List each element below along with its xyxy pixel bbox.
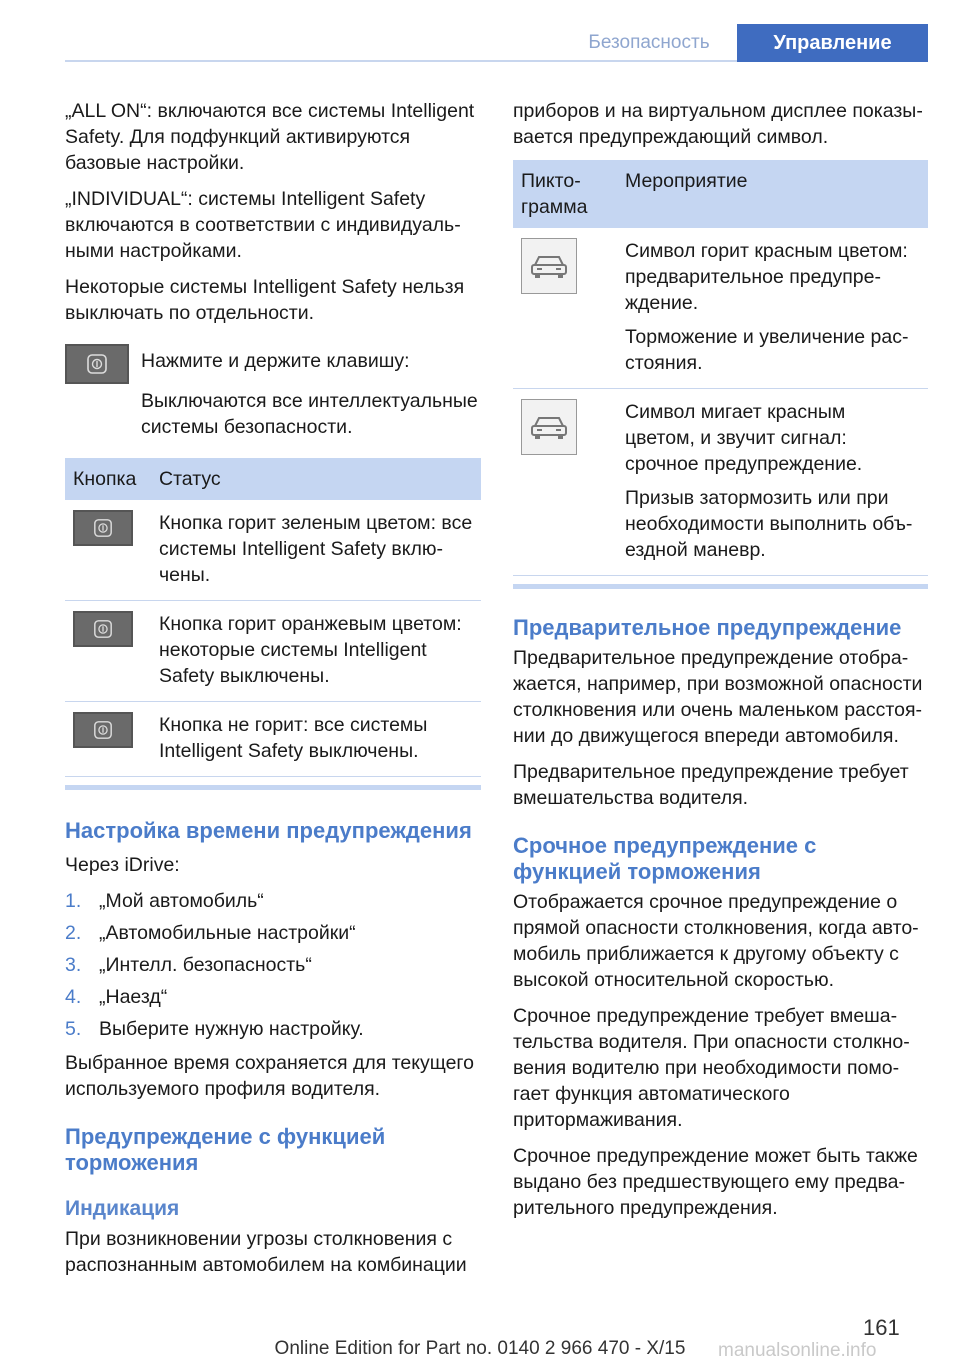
symbol-table <box>513 160 928 576</box>
col-header-action: Мероприятие <box>617 160 928 228</box>
action-brake-distance: Торможение и увеличение расстояния. <box>625 326 909 374</box>
right-column <box>513 98 928 1231</box>
list-item: 4. „Наезд“ <box>65 986 168 1008</box>
heading-pre-warning: Предварительное предупреждение <box>513 615 902 640</box>
table-row <box>65 601 481 702</box>
table-end-rule <box>513 584 928 589</box>
left-column <box>65 98 481 1288</box>
button-off-icon <box>73 712 133 748</box>
safety-button-icon <box>65 344 129 384</box>
table-row <box>65 500 481 601</box>
paragraph-indication: При возникновении угрозы столкновения с распознанным автомобилем на комбинации <box>65 1228 467 1276</box>
paragraph-pre-warning-2: Предварительное предупреждение требует вмешательства водителя. <box>513 761 909 809</box>
paragraph-urgent-3: Срочное предупреждение может быть также выдано без предшествующего ему предварительного предупреждения. <box>513 1145 918 1219</box>
paragraph-individual: „INDIVIDUAL“: системы Intelligent Safety включаются в соответствии с индивидуальными настройками. <box>65 188 461 262</box>
header-tab-section[interactable]: Безопасность <box>588 32 710 53</box>
heading-brake-warning: Предупреждение с функцией торможения <box>65 1124 386 1175</box>
paragraph-urgent-1: Отображается срочное предупреждение о прямой опасности столкновения, когда автомобиль приближается к другому объекту с высокой относительной скоростью. <box>513 891 919 991</box>
list-item: 3. „Интелл. безопасность“ <box>65 954 312 976</box>
via-idrive: Через iDrive: <box>65 854 180 876</box>
col-header-status: Статус <box>151 458 481 500</box>
watermark: manualsonline.info <box>718 1340 877 1361</box>
button-status-table <box>65 458 481 777</box>
heading-warning-time: Настройка времени предупреждения <box>65 818 472 843</box>
heading-urgent-warning: Срочное предупреждение с функцией торможения <box>513 833 817 884</box>
page-number: 161 <box>863 1315 900 1340</box>
paragraph-continuation: приборов и на виртуальном дисплее показывается предупреждающий символ. <box>513 100 923 148</box>
action-urgent-warning: Символ мигает красным цветом, и звучит сигнал: срочное предупреждение. <box>625 401 863 475</box>
list-item: 5. Выберите нужную настройку. <box>65 1018 364 1040</box>
press-hold-text: Нажмите и держите клавишу: <box>141 350 410 372</box>
list-item: 1. „Мой автомобиль“ <box>65 890 264 912</box>
list-item: 2. „Автомобильные настройки“ <box>65 922 356 944</box>
col-header-pictogram: Пиктограмма <box>513 160 617 228</box>
car-warning-icon <box>521 238 577 294</box>
table-row <box>513 228 928 389</box>
button-green-icon <box>73 510 133 546</box>
paragraph-saved: Выбранное время сохраняется для текущего используемого профиля водителя. <box>65 1052 474 1100</box>
idrive-steps <box>65 888 481 1042</box>
press-result-text: Выключаются все интеллектуальные системы безопасности. <box>141 390 478 438</box>
press-hold-row <box>65 344 481 384</box>
car-flashing-icon <box>521 399 577 455</box>
paragraph-urgent-2: Срочное предупреждение требует вмешательства водителя. При опасности столкновения водителю при необходимости помогает функция автоматического притормаживания. <box>513 1005 910 1131</box>
status-green: Кнопка горит зеленым цветом: все системы Intelligent Safety включены. <box>151 500 481 601</box>
col-header-button: Кнопка <box>65 458 151 500</box>
paragraph-not-separately: Некоторые системы Intelligent Safety нельзя выключать по отдельности. <box>65 276 465 324</box>
status-off: Кнопка не горит: все системы Intelligent Safety выключены. <box>151 702 481 777</box>
table-end-rule <box>65 785 481 790</box>
heading-indication: Индикация <box>65 1197 180 1220</box>
paragraph-pre-warning-1: Предварительное предупреждение отображается, например, при возможной опасности столкновения или очень маленьком расстоянии до движущегося впереди автомобиля. <box>513 647 923 747</box>
edition-footer: Online Edition for Part no. 0140 2 966 470 - X/15 <box>274 1338 686 1359</box>
status-orange: Кнопка горит оранжевым цветом: некоторые системы Intelligent Safety выключены. <box>151 601 481 702</box>
header-tab-chapter[interactable]: Управление <box>737 24 928 62</box>
paragraph-all-on: „ALL ON“: включаются все системы Intelligent Safety. Для подфункций активируются базовые настройки. <box>65 100 475 174</box>
action-pre-warning: Символ горит красным цветом: предварительное предупреждение. <box>625 240 908 314</box>
table-row <box>513 389 928 576</box>
button-orange-icon <box>73 611 133 647</box>
action-brake-or-evade: Призыв затормозить или при необходимости выполнить объездной маневр. <box>625 487 913 561</box>
table-row <box>65 702 481 777</box>
